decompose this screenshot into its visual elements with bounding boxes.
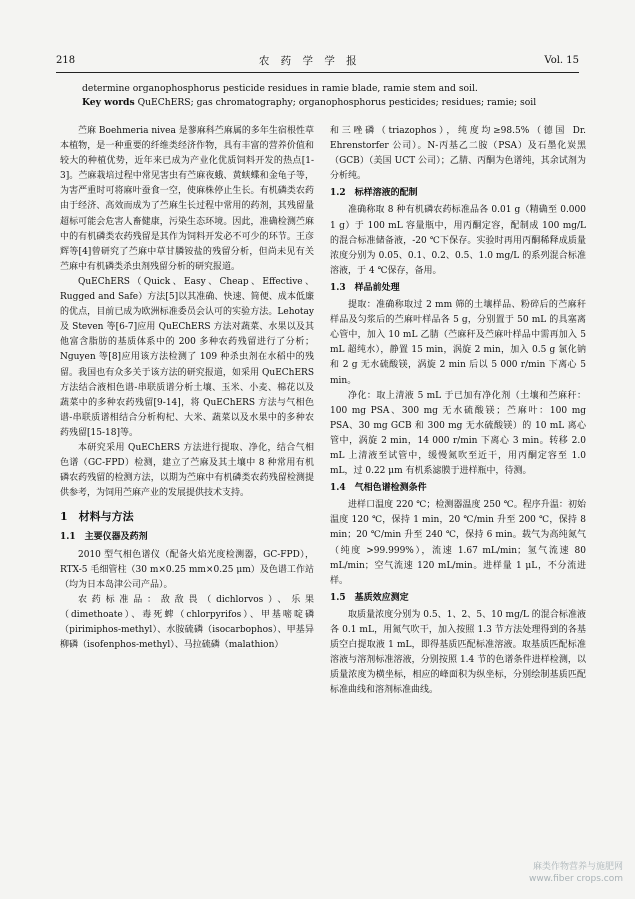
gc-conditions-para: 进样口温度 220 ℃；检测器温度 250 ℃。程序升温：初始温度 120 ℃，保持 1 min，20 ℃/min 升至 200 ℃，保持 8 min；20 ℃/min 升至 240 ℃，保持 6 min。载气为高纯氮气（纯度 >99.999%），流速 1.67 mL/min；氢气流速 80 mL/min；空气流速 120 mL/min。进样量 1 μL，不分流进样。	[330, 500, 586, 586]
instruments-para: 2010 型气相色谱仪（配备火焰光度检测器，GC-FPD），RTX-5 毛细管柱（30 m×0.25 mm×0.25 μm）及色谱工作站（均为日本岛津公司产品）。	[60, 549, 314, 590]
abstract-line: determine organophosphorus pesticide residues in ramie blade, ramie stem and soil.	[82, 83, 478, 94]
page-number: 218	[56, 54, 76, 66]
left-column	[60, 124, 314, 653]
intro-para-1: 苎麻 Boehmeria nivea 是蓼麻科苎麻属的多年生宿根性草本植物，是一种重要的纤维类经济作物，具有丰富的营养价值和较大的种植优势，近年来已成为产业化优质饲料开发的热点[1-3]。苎麻栽培过程中常见害虫有苎麻夜蛾、黄蛱蝶和金龟子等，为害严重时可将麻叶蚕食一空，使麻株停止生长。有机磷类农药由于经济、高效而成为了苎麻生长过程中常用的药剂，其残留量超标可能会危害人畜健康，污染生态环境。因此，准确检测苎麻中的有机磷类农药残留是其作为饲料开发必不可少的环节。王彦辉等[4]曾研究了苎麻中草甘膦铵盐的残留分析，但尚未见有关苎麻中有机磷类杀虫剂残留分析的研究报道。	[60, 126, 314, 272]
subsection-heading-1-5: 1.5 基质效应测定	[330, 592, 409, 603]
subsection-heading-1-4: 1.4 气相色谱检测条件	[330, 483, 427, 494]
standard-solution-para: 准确称取 8 种有机磷农药标准品各 0.01 g（精确至 0.000 1 g）于 100 mL 容量瓶中，用丙酮定容，配制成 100 mg/L 的混合标准储备液，-20 ℃下保存。实验时再用丙酮稀释成质量浓度分别为 0.05、0.1、0.2、0.5、1.0 mg/L 的系列混合标准溶液，于 4 ℃保存，备用。	[330, 205, 586, 276]
keywords	[82, 96, 587, 110]
subsection-heading-1-3: 1.3 样品前处理	[330, 282, 400, 293]
keywords-label: Key words	[82, 97, 135, 108]
right-column	[330, 124, 586, 698]
intro-para-2: QuEChERS（Quick、Easy、Cheap、Effective、Rugged and Safe）方法[5]以其准确、快速、简便、成本低廉的优点，目前已成为欧洲标准委员会认可的实验方法。Lehotay 及 Steven 等[6-7]应用 QuEChERS 方法对蔬菜、水果以及其他富含脂肪的基质体系中的 200 多种农药残留进行了分析；Nguyen 等[8]应用该方法检测了 109 种杀虫剂在水稻中的残留。我国也有众多关于该方法的研究报道，如采用 QuEChERS 方法结合液相色谱-串联质谱分析土壤、玉米、小麦、棉花以及蔬菜中的多种农药残留[9-14]，将 QuEChERS 方法与气相色谱-串联质谱相结合分析枸杞、大米、蔬菜以及水果中的多种农药残留[15-18]等。	[60, 276, 314, 438]
site-watermark	[529, 861, 623, 885]
subsection-heading-1-2: 1.2 标样溶液的配制	[330, 188, 418, 199]
section-heading-1: 1 材料与方法	[60, 510, 134, 524]
matrix-effect-para: 取质量浓度分别为 0.5、1、2、5、10 mg/L 的混合标准液各 0.1 mL，用氮气吹干，加入按照 1.3 节方法处理得到的各基质空白提取液 1 mL，即得基质匹配标准溶液。取基质匹配标准溶液与溶剂标准溶液，分别按照 1.4 节的色谱条件进样检测，以质量浓度为横坐标，相应的峰面积为纵坐标，分别绘制基质匹配标准曲线和溶剂标准曲线。	[330, 609, 586, 696]
header-rule	[56, 72, 579, 73]
abstract-tail	[82, 82, 587, 110]
watermark-line-1: 麻类作物营养与施肥网	[532, 862, 623, 872]
watermark-line-2: www.fiber crops.com	[528, 874, 623, 884]
cleanup-para: 净化：取上清液 5 mL 于已加有净化剂（土壤和苎麻秆：100 mg PSA、300 mg 无水硫酸镁；苎麻叶：100 mg PSA、30 mg GCB 和 300 mg 无水硫酸镁）的 10 mL 离心管中，涡旋 2 min，14 000 r/min 下离心 3 min。转移 2.0 mL 上清液至试管中，缓慢氮吹至近干，用丙酮定容至 1.0 mL，过 0.22 μm 有机系滤膜于进样瓶中，待测。	[330, 390, 586, 477]
intro-para-3: 本研究采用 QuEChERS 方法进行提取、净化，结合气相色谱（GC-FPD）检测，建立了苎麻及其土壤中 8 种常用有机磷农药残留的检测方法，以期为苎麻中有机磷类农药残留检测提供参考，为饲用苎麻产业的发展提供技术支持。	[60, 442, 314, 499]
extraction-para: 提取：准确称取过 2 mm 筛的土壤样品、粉碎后的苎麻秆样品及匀浆后的苎麻叶样品各 5 g，分别置于 50 mL 的具塞离心管中，加入 10 mL 乙腈（苎麻秆及苎麻叶样品中需再加入 5 mL 超纯水），静置 15 min，涡旋 2 min，加入 0.5 g 氯化钠和 2 g 无水硫酸镁，涡旋 2 min 后以 5 000 r/min 下离心 5 min。	[330, 300, 586, 386]
volume-label: Vol. 15	[544, 54, 579, 66]
page-header	[56, 52, 579, 68]
subsection-heading-1-1: 1.1 主要仪器及药剂	[60, 532, 148, 543]
keywords-text: QuEChERS; gas chromatography; organophosphorus pesticides; residues; ramie; soil	[137, 97, 537, 108]
journal-title: 农 药 学 学 报	[258, 54, 361, 67]
reagents-para: 和三唑磷（triazophos），纯度均≥98.5%（德国 Dr. Ehrenstorfer 公司）。N-丙基乙二胺（PSA）及石墨化炭黑（GCB）（美国 UCT 公司）；乙腈、丙酮为色谱纯，其余试剂为分析纯。	[330, 126, 586, 182]
standards-para: 农药标准品：敌敌畏（dichlorvos）、乐果（dimethoate）、毒死蜱（chlorpyrifos）、甲基嘧啶磷（pirimiphos-methyl）、水胺硫磷（isocarbophos）、甲基异柳磷（isofenphos-methyl）、马拉硫磷（malathion）	[60, 594, 314, 651]
